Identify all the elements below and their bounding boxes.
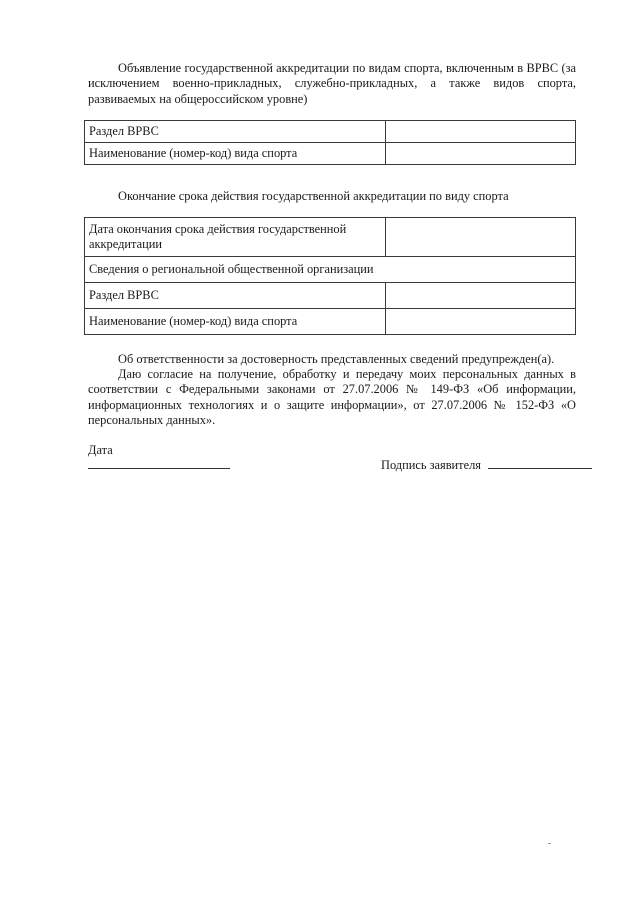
accreditation-expiry-heading: Окончание срока действия государственной аккредитации по виду спорта <box>118 189 509 203</box>
personal-data-consent: Даю согласие на получение, обработку и передачу моих персональных данных в соответствии с Федеральными законами от 27.07.2006 № 149-ФЗ «Об информации, информационных технологиях и о защите информации», от 27.07.2006 № 152-ФЗ «О персональных данных». <box>88 367 576 428</box>
table-row <box>85 283 576 309</box>
announcement-table <box>84 120 576 165</box>
date-label: Дата <box>88 443 113 457</box>
table-row <box>85 218 576 257</box>
table-cell-label: Дата окончания срока действия государственной аккредитации <box>85 218 386 257</box>
table-cell-value[interactable] <box>386 143 576 165</box>
table-cell-value[interactable] <box>386 309 576 335</box>
table-row <box>85 143 576 165</box>
scan-speck <box>548 843 551 844</box>
responsibility-statement: Об ответственности за достоверность представленных сведений предупрежден(а). <box>118 352 555 366</box>
table-row <box>85 257 576 283</box>
accreditation-announcement-text: Объявление государственной аккредитации по видам спорта, включенным в ВРВС (за исключением военно-прикладных, служебно-прикладных, а также видов спорта, развиваемых на общероссийском уровне) <box>88 61 576 106</box>
signature-label: Подпись заявителя <box>381 458 481 472</box>
expiry-table <box>84 217 576 335</box>
table-cell-value[interactable] <box>386 121 576 143</box>
table-cell-label: Наименование (номер-код) вида спорта <box>85 309 386 335</box>
table-cell-label: Раздел ВРВС <box>85 283 386 309</box>
table-cell-label: Раздел ВРВС <box>85 121 386 143</box>
date-field[interactable] <box>88 468 230 469</box>
signature-field[interactable] <box>488 468 592 469</box>
table-row <box>85 121 576 143</box>
table-cell-label: Сведения о региональной общественной организации <box>85 257 576 283</box>
table-row <box>85 309 576 335</box>
table-cell-value[interactable] <box>386 218 576 257</box>
table-cell-value[interactable] <box>386 283 576 309</box>
table-cell-label: Наименование (номер-код) вида спорта <box>85 143 386 165</box>
